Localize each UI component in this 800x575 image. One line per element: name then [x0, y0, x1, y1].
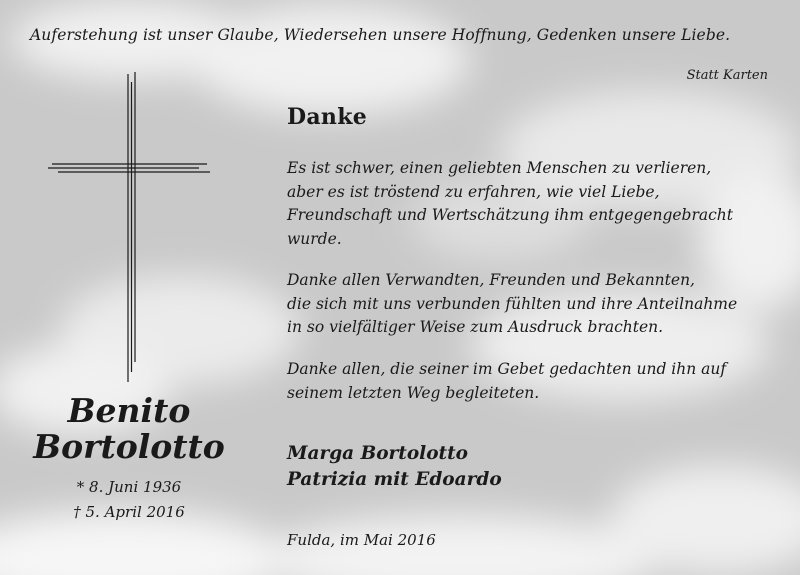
thanks-title: Danke [287, 104, 368, 130]
signer-name: Patrizia mit Edoardo [287, 469, 502, 490]
place-date: Fulda, im Mai 2016 [287, 531, 436, 549]
deceased-first-name: Benito [67, 391, 191, 430]
deceased-last-name: Bortolotto [33, 427, 225, 466]
paragraph-line: die sich mit uns verbunden fühlten und ihre Anteilnahme [287, 294, 738, 313]
paragraph-line: Danke allen Verwandten, Freunden und Bekannten, [287, 271, 695, 289]
motto-line: Auferstehung ist unser Glaube, Wiedersehen unsere Hoffnung, Gedenken unsere Liebe. [30, 26, 731, 44]
cross-icon [44, 72, 214, 384]
thanks-paragraph-3 [287, 358, 726, 405]
statt-karten-label: Statt Karten [686, 68, 768, 83]
signers-block [287, 441, 502, 493]
paragraph-line: aber es ist tröstend zu erfahren, wie viel Liebe, [287, 182, 660, 201]
paragraph-line: Danke allen, die seiner im Gebet gedachten und ihn auf [287, 360, 727, 378]
paragraph-line: in so vielfältiger Weise zum Ausdruck brachten. [287, 318, 664, 336]
thanks-paragraph-1 [287, 157, 733, 251]
signer-name: Marga Bortolotto [287, 443, 468, 464]
birth-date: * 8. Juni 1936 [76, 478, 182, 496]
death-date: † 5. April 2016 [73, 503, 185, 521]
thanks-paragraph-2 [287, 269, 737, 340]
paragraph-line: Es ist schwer, einen geliebten Menschen zu verlieren, [287, 159, 712, 177]
paragraph-line: seinem letzten Weg begleiteten. [287, 383, 540, 402]
paragraph-line: wurde. [287, 229, 342, 248]
paragraph-line: Freundschaft und Wertschätzung ihm entgegengebracht [287, 206, 734, 224]
